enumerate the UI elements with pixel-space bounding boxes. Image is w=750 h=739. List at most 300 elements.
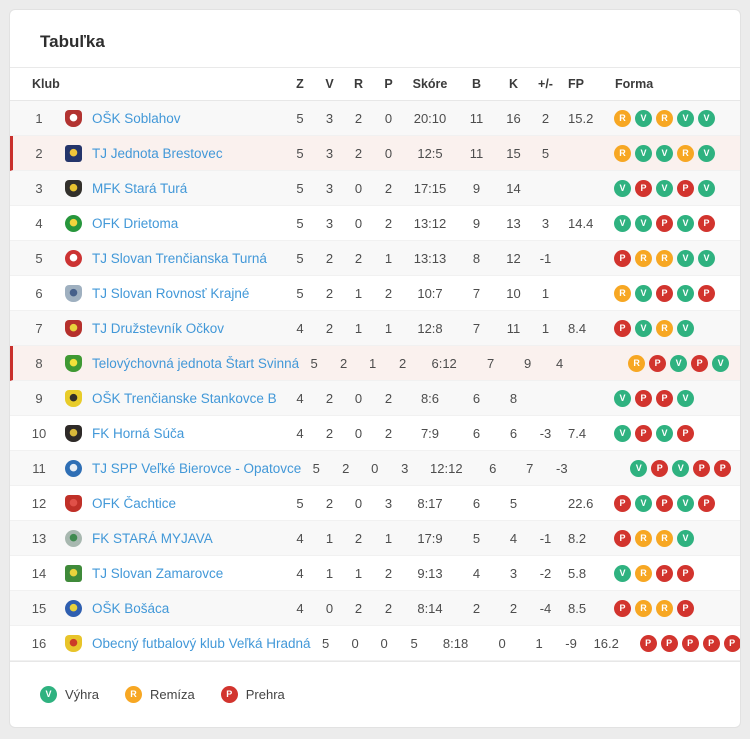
cell-v: 2 [325, 425, 334, 441]
form-badge: R [635, 530, 652, 547]
form-badge: V [677, 250, 694, 267]
cell-z: 5 [296, 215, 304, 231]
position: 15 [31, 600, 47, 616]
form-badge: V [614, 565, 631, 582]
club-logo-icon [65, 390, 82, 407]
cell-k: 4 [509, 530, 518, 546]
club-logo-icon [65, 320, 82, 337]
form-badge: P [656, 495, 673, 512]
form-badge: P [651, 460, 668, 477]
club-logo-icon [65, 180, 82, 197]
cell-z: 5 [296, 285, 304, 301]
cell-plusminus: -9 [565, 635, 577, 651]
cell-z: 4 [296, 390, 304, 406]
cell-k: 5 [509, 495, 518, 511]
form-badges [608, 285, 726, 302]
column-header-k: K [508, 77, 519, 91]
club-link[interactable]: Obecný futbalový klub Veľká Hradná [92, 635, 311, 651]
legend-label-draw: Remíza [149, 687, 195, 702]
table-row [10, 171, 740, 206]
table-row [10, 451, 740, 486]
cell-plusminus: 1 [541, 285, 550, 301]
form-badge: V [698, 110, 715, 127]
cell-score: 12:8 [417, 320, 443, 336]
form-badge: R [614, 145, 631, 162]
cell-b: 11 [469, 145, 484, 161]
page-title: Tabuľka [10, 10, 740, 68]
cell-plusminus: 1 [541, 320, 550, 336]
club-link[interactable]: TJ Slovan Zamarovce [92, 565, 224, 581]
club-link[interactable]: OŠK Bošáca [92, 600, 170, 616]
position: 9 [35, 390, 43, 406]
form-badge: P [649, 355, 666, 372]
club-link[interactable]: Telovýchovná jednota Štart Svinná [92, 355, 300, 371]
position: 12 [31, 495, 47, 511]
form-badges [608, 250, 726, 267]
cell-r: 2 [354, 110, 363, 126]
cell-plusminus: -3 [556, 460, 568, 476]
cell-b: 4 [472, 565, 481, 581]
club-logo-icon [65, 635, 82, 652]
legend-item-win [40, 686, 99, 703]
form-badges [608, 530, 726, 547]
cell-r: 0 [354, 425, 363, 441]
club-logo [54, 110, 92, 127]
cell-score: 8:18 [442, 635, 469, 651]
table-row [10, 521, 740, 556]
form-badge: V [614, 390, 631, 407]
column-header-v: V [325, 77, 334, 91]
cell-r: 0 [354, 390, 363, 406]
club-logo-icon [65, 425, 82, 442]
cell-b: 2 [472, 600, 481, 616]
legend-item-loss [221, 686, 285, 703]
cell-p: 2 [384, 215, 393, 231]
club-link[interactable]: MFK Stará Turá [92, 180, 188, 196]
form-badge: P [677, 425, 694, 442]
club-link[interactable]: FK STARÁ MYJAVA [92, 530, 213, 546]
cell-p: 2 [399, 355, 407, 371]
loss-badge-icon: P [221, 686, 238, 703]
club-logo [54, 355, 92, 372]
cell-p: 2 [384, 425, 393, 441]
club-logo-icon [65, 145, 82, 162]
form-badge: V [635, 215, 652, 232]
cell-score: 12:12 [430, 460, 463, 476]
form-badges [608, 215, 726, 232]
cell-fp: 8.2 [568, 530, 587, 546]
club-link[interactable]: TJ Družstevník Očkov [92, 320, 225, 336]
cell-z: 5 [296, 180, 304, 196]
cell-p: 0 [384, 110, 393, 126]
cell-z: 5 [310, 355, 318, 371]
form-badge: P [614, 495, 631, 512]
form-badge: R [656, 600, 673, 617]
cell-v: 1 [325, 530, 334, 546]
column-header-fp: FP [568, 77, 584, 91]
form-badge: V [698, 145, 715, 162]
form-badge: V [712, 355, 729, 372]
cell-fp: 7.4 [568, 425, 587, 441]
cell-k: 11 [506, 320, 521, 336]
club-logo [54, 635, 92, 652]
cell-z: 4 [296, 565, 304, 581]
cell-b: 6 [472, 425, 481, 441]
form-badge: V [635, 320, 652, 337]
cell-v: 2 [325, 390, 334, 406]
position: 3 [35, 180, 43, 196]
form-badge: P [640, 635, 657, 652]
form-badge: V [698, 180, 715, 197]
cell-fp: 22.6 [568, 495, 594, 511]
table-row [10, 486, 740, 521]
cell-z: 4 [296, 425, 304, 441]
form-badge: V [635, 285, 652, 302]
form-badge: P [656, 215, 673, 232]
column-header-z: Z [296, 77, 304, 91]
cell-z: 4 [296, 530, 304, 546]
cell-k: 16 [506, 110, 521, 126]
form-badge: P [691, 355, 708, 372]
form-badges [608, 180, 726, 197]
cell-r: 2 [354, 145, 363, 161]
position: 4 [35, 215, 43, 231]
form-badge: P [698, 495, 715, 512]
cell-score: 8:17 [417, 495, 443, 511]
club-logo-icon [65, 495, 82, 512]
club-logo-icon [65, 530, 82, 547]
cell-p: 1 [384, 530, 393, 546]
club-link[interactable]: FK Horná Súča [92, 425, 185, 441]
cell-b: 7 [472, 320, 481, 336]
cell-b: 6 [472, 495, 481, 511]
cell-plusminus: 5 [541, 145, 550, 161]
form-badge: P [656, 565, 673, 582]
form-badge: V [656, 180, 673, 197]
form-badge: R [656, 110, 673, 127]
cell-k: 15 [506, 145, 521, 161]
cell-z: 5 [321, 635, 330, 651]
legend-label-loss: Prehra [245, 687, 285, 702]
cell-score: 6:12 [431, 355, 457, 371]
win-badge-icon: V [40, 686, 57, 703]
form-badge: P [635, 390, 652, 407]
cell-fp: 15.2 [568, 110, 594, 126]
club-link[interactable]: OŠK Trenčianske Stankovce B [92, 390, 277, 406]
cell-v: 2 [325, 250, 334, 266]
club-logo [54, 600, 92, 617]
club-logo [54, 565, 92, 582]
cell-score: 12:5 [417, 145, 443, 161]
table-row [10, 416, 740, 451]
cell-score: 17:9 [417, 530, 443, 546]
club-logo-icon [65, 355, 82, 372]
form-badge: R [635, 565, 652, 582]
table-row [10, 591, 740, 626]
position: 16 [31, 635, 47, 651]
table-row [10, 136, 740, 171]
cell-z: 5 [296, 250, 304, 266]
table-row [10, 311, 740, 346]
cell-z: 4 [296, 600, 304, 616]
table-header-row [10, 68, 740, 101]
form-badges [634, 635, 741, 652]
club-logo-icon [65, 565, 82, 582]
cell-plusminus: 3 [541, 215, 550, 231]
cell-k: 1 [535, 635, 543, 651]
cell-r: 0 [380, 635, 388, 651]
form-badge: V [614, 215, 631, 232]
cell-v: 3 [325, 110, 334, 126]
club-logo [54, 530, 92, 547]
form-badge: V [635, 145, 652, 162]
form-badge: R [656, 250, 673, 267]
cell-b: 5 [472, 530, 481, 546]
draw-badge-icon: R [125, 686, 142, 703]
form-badge: V [635, 495, 652, 512]
cell-score: 13:13 [413, 250, 447, 266]
cell-p: 3 [401, 460, 409, 476]
cell-plusminus: -1 [539, 250, 552, 266]
cell-v: 1 [325, 565, 334, 581]
cell-k: 7 [526, 460, 534, 476]
club-logo [54, 390, 92, 407]
cell-k: 9 [524, 355, 532, 371]
cell-fp: 16.2 [593, 635, 619, 651]
cell-r: 0 [354, 180, 363, 196]
club-link[interactable]: OFK Čachtice [92, 495, 177, 511]
cell-score: 20:10 [413, 110, 447, 126]
form-badge: P [714, 460, 731, 477]
cell-fp: 5.8 [568, 565, 587, 581]
form-badge: V [630, 460, 647, 477]
form-badge: P [635, 180, 652, 197]
cell-k: 2 [509, 600, 518, 616]
form-badge: P [682, 635, 699, 652]
club-logo-icon [65, 110, 82, 127]
cell-r: 1 [369, 355, 377, 371]
form-badge: R [614, 285, 631, 302]
form-badges [608, 145, 726, 162]
form-badge: P [661, 635, 678, 652]
club-link[interactable]: OFK Drietoma [92, 215, 179, 231]
form-badges [622, 355, 740, 372]
form-badge: R [656, 320, 673, 337]
club-logo-icon [65, 285, 82, 302]
table-row [10, 556, 740, 591]
club-logo-icon [65, 460, 82, 477]
cell-fp: 14.4 [568, 215, 594, 231]
form-badge: V [614, 180, 631, 197]
club-logo [54, 460, 92, 477]
cell-b: 7 [472, 285, 481, 301]
form-badge: P [698, 285, 715, 302]
cell-fp: 8.5 [568, 600, 587, 616]
cell-v: 2 [340, 355, 348, 371]
cell-r: 1 [354, 320, 363, 336]
position: 2 [35, 145, 43, 161]
cell-score: 17:15 [413, 180, 447, 196]
cell-k: 8 [509, 390, 518, 406]
cell-r: 2 [354, 250, 363, 266]
cell-plusminus: -2 [539, 565, 552, 581]
club-logo [54, 180, 92, 197]
cell-p: 1 [384, 320, 393, 336]
legend-item-draw [125, 686, 195, 703]
club-logo [54, 215, 92, 232]
cell-b: 6 [489, 460, 497, 476]
cell-z: 5 [296, 495, 304, 511]
form-badge: R [635, 250, 652, 267]
cell-plusminus: -1 [539, 530, 552, 546]
cell-b: 11 [469, 110, 484, 126]
cell-p: 3 [384, 495, 393, 511]
table-row [10, 346, 740, 381]
cell-p: 5 [410, 635, 418, 651]
cell-z: 4 [296, 320, 304, 336]
form-badges [624, 460, 741, 477]
position: 8 [35, 355, 43, 371]
form-badge: V [698, 250, 715, 267]
form-badge: P [614, 320, 631, 337]
form-badges [608, 495, 726, 512]
cell-k: 10 [506, 285, 521, 301]
form-badges [608, 390, 726, 407]
cell-b: 8 [472, 250, 481, 266]
cell-score: 8:6 [420, 390, 440, 406]
form-badge: V [656, 145, 673, 162]
cell-p: 2 [384, 285, 393, 301]
form-badge: R [628, 355, 645, 372]
column-header-b: B [471, 77, 482, 91]
form-badge: P [656, 285, 673, 302]
cell-b: 7 [487, 355, 495, 371]
column-header-r: R [353, 77, 364, 91]
form-badge: V [677, 530, 694, 547]
club-logo [54, 285, 92, 302]
column-header-p: P [384, 77, 393, 91]
column-header-klub: Klub [32, 77, 60, 91]
cell-k: 14 [506, 180, 521, 196]
form-badge: V [677, 320, 694, 337]
form-legend [10, 661, 740, 727]
form-badge: V [656, 425, 673, 442]
cell-v: 0 [325, 600, 334, 616]
form-badge: P [677, 600, 694, 617]
form-badge: R [677, 145, 694, 162]
club-link[interactable]: OŠK Soblahov [92, 110, 181, 126]
club-logo [54, 425, 92, 442]
form-badges [608, 600, 726, 617]
position: 7 [35, 320, 43, 336]
form-badges [608, 565, 726, 582]
cell-p: 0 [384, 145, 393, 161]
table-row [10, 381, 740, 416]
cell-plusminus: 2 [541, 110, 550, 126]
form-badge: V [672, 460, 689, 477]
form-badge: P [677, 565, 694, 582]
column-header-forma: Forma [615, 77, 654, 91]
form-badge: R [635, 600, 652, 617]
table-body [10, 101, 740, 661]
form-badge: V [677, 215, 694, 232]
cell-v: 0 [351, 635, 359, 651]
table-row [10, 101, 740, 136]
club-link[interactable]: TJ Slovan Rovnosť Krajné [92, 285, 250, 301]
club-logo [54, 250, 92, 267]
table-row [10, 276, 740, 311]
club-logo [54, 495, 92, 512]
position: 13 [31, 530, 47, 546]
cell-score: 7:9 [420, 425, 440, 441]
position: 5 [35, 250, 43, 266]
cell-score: 8:14 [417, 600, 443, 616]
cell-plusminus: 4 [556, 355, 564, 371]
cell-v: 2 [325, 495, 334, 511]
form-badge: V [635, 110, 652, 127]
position: 1 [35, 110, 43, 126]
cell-v: 3 [325, 215, 334, 231]
cell-b: 6 [472, 390, 481, 406]
form-badge: P [693, 460, 710, 477]
cell-p: 2 [384, 600, 393, 616]
cell-r: 1 [354, 285, 363, 301]
cell-v: 2 [325, 285, 334, 301]
club-link[interactable]: TJ Jednota Brestovec [92, 145, 223, 161]
form-badge: V [677, 390, 694, 407]
cell-z: 5 [312, 460, 320, 476]
club-link[interactable]: TJ SPP Veľké Bierovce - Opatovce [92, 460, 302, 476]
column-header-skore: Skóre [412, 77, 448, 91]
column-header-plusminus: +/- [538, 77, 553, 91]
club-link[interactable]: TJ Slovan Trenčianska Turná [92, 250, 267, 266]
club-logo-icon [65, 600, 82, 617]
form-badge: P [614, 530, 631, 547]
form-badges [608, 320, 726, 337]
cell-r: 2 [354, 530, 363, 546]
form-badge: V [614, 425, 631, 442]
cell-r: 0 [354, 495, 363, 511]
position: 10 [31, 425, 47, 441]
cell-b: 9 [472, 215, 481, 231]
table-row [10, 626, 740, 661]
cell-r: 0 [354, 215, 363, 231]
cell-plusminus: -4 [539, 600, 552, 616]
form-badges [608, 425, 726, 442]
cell-k: 6 [509, 425, 518, 441]
cell-k: 3 [509, 565, 518, 581]
cell-r: 1 [354, 565, 363, 581]
form-badge: P [614, 250, 631, 267]
cell-k: 13 [506, 215, 521, 231]
cell-p: 1 [384, 250, 393, 266]
cell-plusminus: -3 [539, 425, 552, 441]
position: 14 [31, 565, 47, 581]
form-badges [608, 110, 726, 127]
cell-score: 10:7 [417, 285, 443, 301]
club-logo [54, 320, 92, 337]
position: 6 [35, 285, 43, 301]
cell-r: 2 [354, 600, 363, 616]
table-row [10, 206, 740, 241]
form-badge: P [614, 600, 631, 617]
cell-v: 3 [325, 180, 334, 196]
form-badge: V [677, 495, 694, 512]
cell-v: 2 [342, 460, 350, 476]
form-badge: R [656, 530, 673, 547]
cell-v: 3 [325, 145, 334, 161]
cell-score: 13:12 [413, 215, 447, 231]
